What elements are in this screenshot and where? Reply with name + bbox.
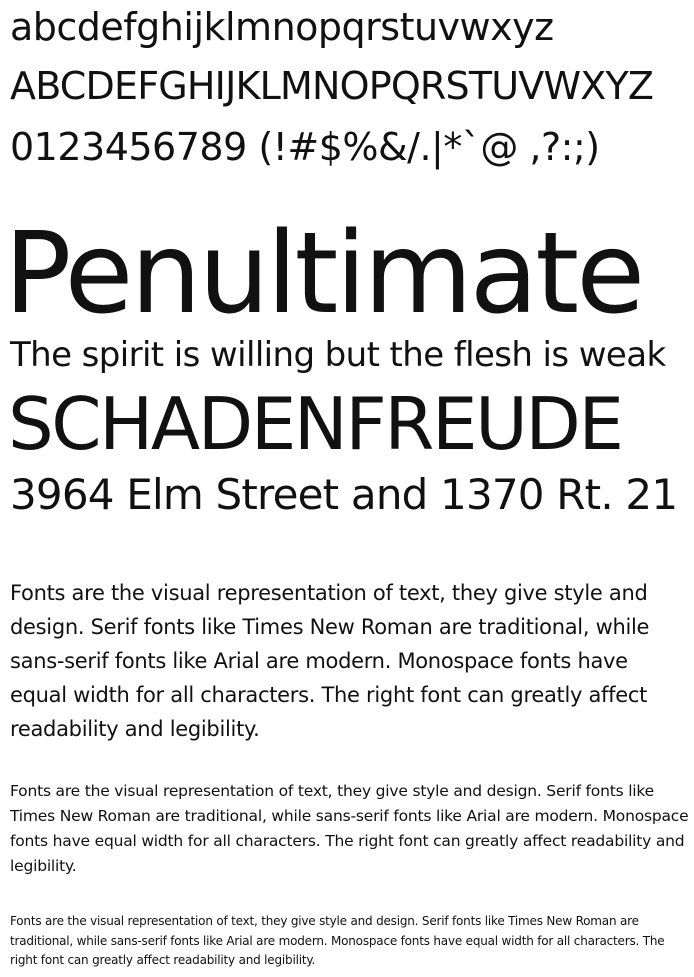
digits-and-symbols: 0123456789 (!#$%&/.|*`@ ,?:;) bbox=[10, 125, 600, 169]
paragraph-large: Fonts are the visual representation of text, they give style and design. Serif fonts like Times New Roman are traditional, while sans-serif fonts like Arial are modern. Monospace fonts have equal width for all characters. The right font can greatly affect readability and legibility. bbox=[10, 581, 650, 741]
sample-sentence: The spirit is willing but the flesh is weak bbox=[10, 335, 666, 375]
paragraph-medium: Fonts are the visual representation of text, they give style and design. Serif fonts like Times New Roman are traditional, while sans-serif fonts like Arial are modern. Monospace fonts have equal width for all characters. The right font can greatly affect readability and legibility. bbox=[10, 782, 689, 875]
uppercase-alphabet: ABCDEFGHIJKLMNOPQRSTUVWXYZ bbox=[10, 64, 654, 108]
paragraph-small: Fonts are the visual representation of text, they give style and design. Serif fonts like Times New Roman are traditional, while sans-serif fonts like Arial are modern. Monospace fonts have equal width for all characters. The right font can greatly affect readability and legibility. bbox=[10, 914, 665, 967]
lowercase-alphabet: abcdefghijklmnopqrstuvwxyz bbox=[10, 5, 554, 49]
address-line: 3964 Elm Street and 1370 Rt. 21 bbox=[10, 470, 678, 519]
caps-word: SCHADENFREUDE bbox=[8, 382, 622, 466]
display-word: Penultimate bbox=[4, 209, 643, 339]
